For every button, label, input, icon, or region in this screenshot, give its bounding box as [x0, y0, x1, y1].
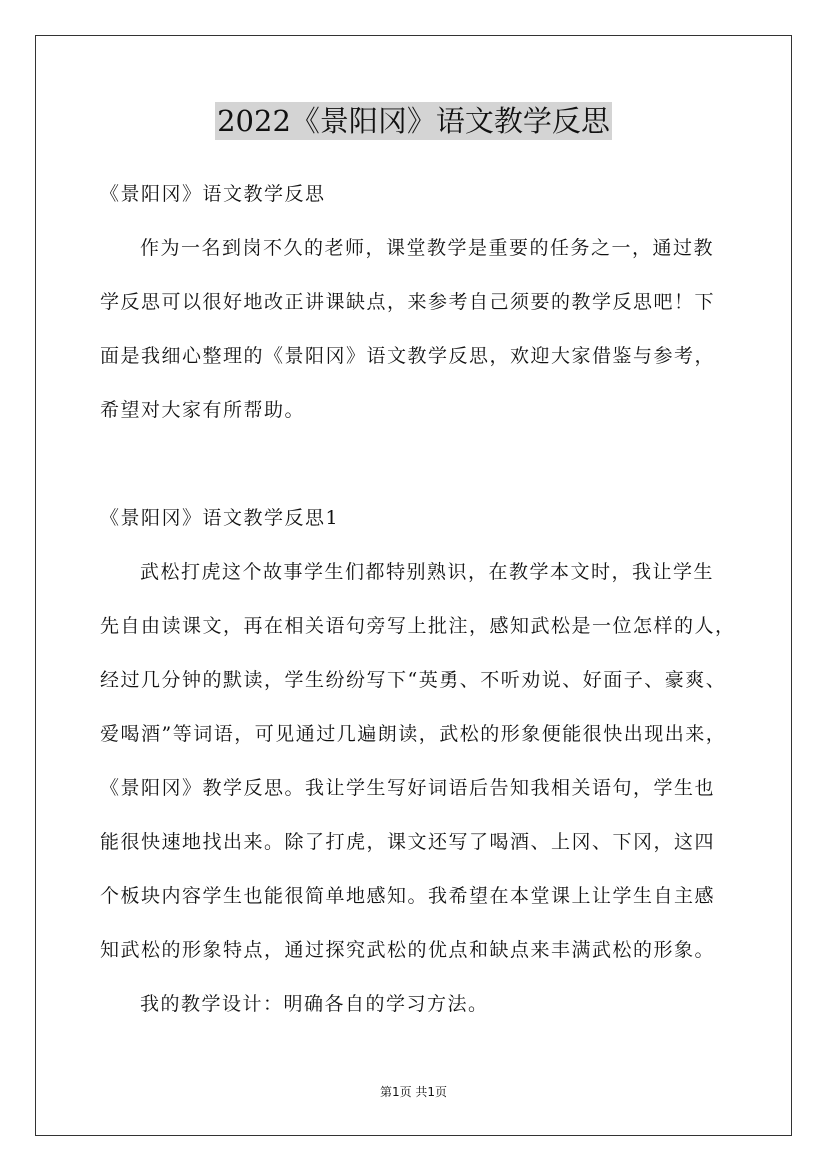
subtitle: 《景阳冈》语文教学反思 [100, 183, 326, 205]
body-line: 经过几分钟的默读，学生纷纷写下“英勇、不听劝说、好面子、豪爽、 [100, 669, 727, 691]
body-line: 武松打虎这个故事学生们都特别熟识，在教学本文时，我让学生 [140, 561, 715, 583]
intro-line: 希望对大家有所帮助。 [100, 399, 306, 421]
document-title: 2022《景阳冈》语文教学反思 [217, 104, 610, 138]
title-container [0, 102, 827, 140]
intro-line: 面是我细心整理的《景阳冈》语文教学反思，欢迎大家借鉴与参考， [100, 345, 716, 367]
body-line: 知武松的形象特点，通过探究武松的优点和缺点来丰满武松的形象。 [100, 939, 716, 961]
page-footer: 第1页 共1页 [379, 1085, 448, 1099]
body-line: 能很快速地找出来。除了打虎，课文还写了喝酒、上冈、下冈，这四 [100, 831, 716, 853]
body-line: 爱喝酒”等词语，可见通过几遍朗读，武松的形象便能很快出现出来， [100, 723, 727, 745]
intro-line: 作为一名到岗不久的老师，课堂教学是重要的任务之一，通过教 [140, 237, 715, 259]
body-line: 个板块内容学生也能很简单地感知。我希望在本堂课上让学生自主感 [100, 885, 716, 907]
body-line: 《景阳冈》教学反思。我让学生写好词语后告知我相关语句，学生也 [100, 777, 716, 799]
section-heading: 《景阳冈》语文教学反思1 [100, 507, 340, 529]
closing-line: 我的教学设计：明确各自的学习方法。 [140, 993, 489, 1015]
intro-line: 学反思可以很好地改正讲课缺点，来参考自己须要的教学反思吧！下 [100, 291, 716, 313]
body-line: 先自由读课文，再在相关语句旁写上批注，感知武松是一位怎样的人， [100, 615, 736, 637]
